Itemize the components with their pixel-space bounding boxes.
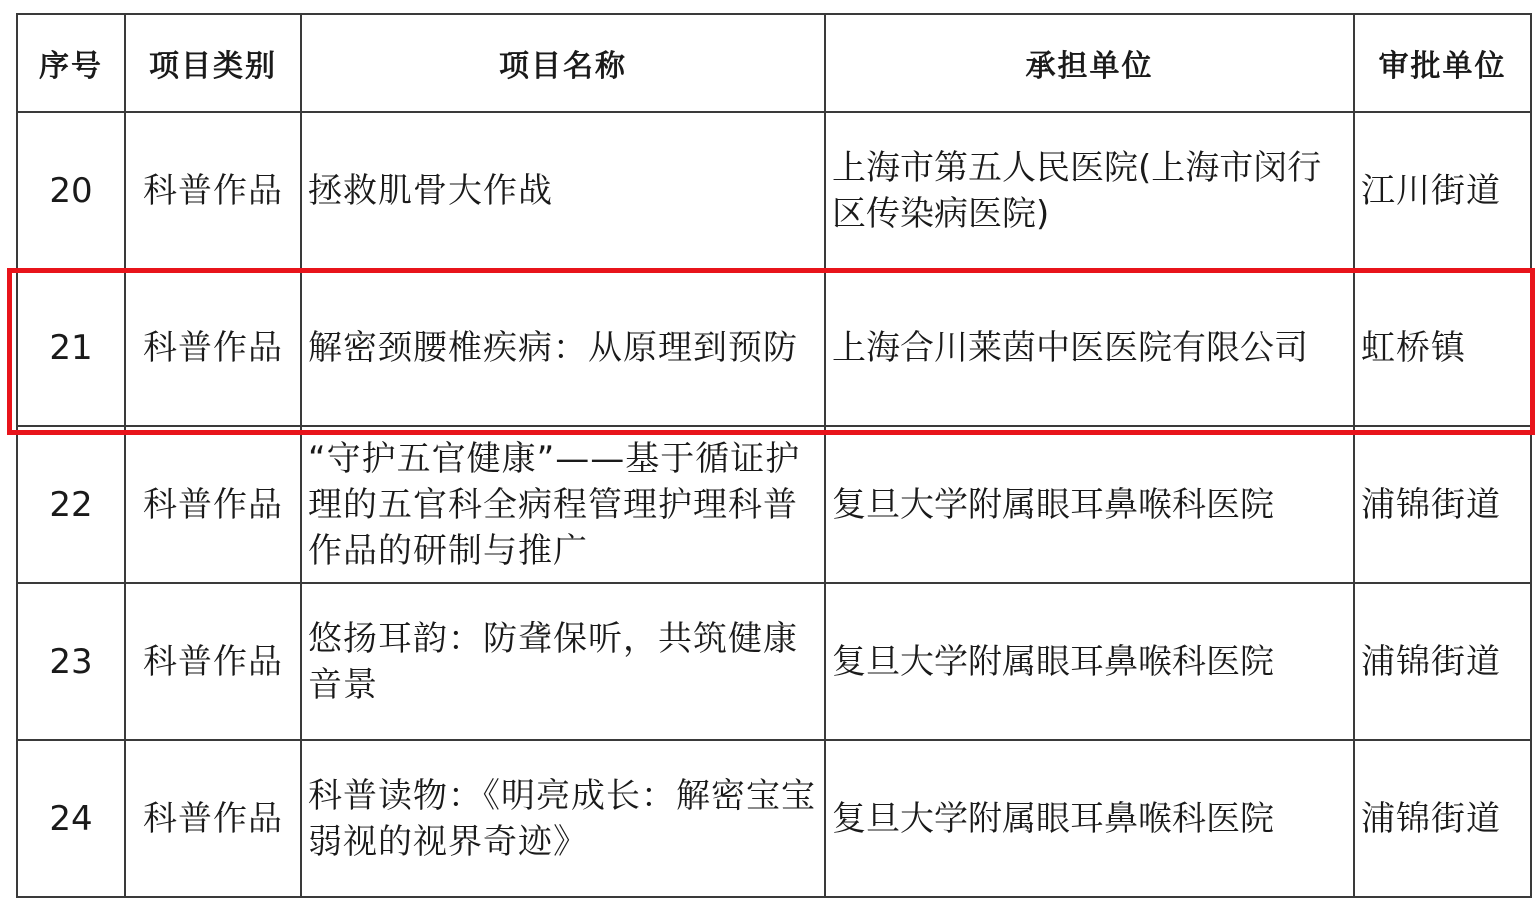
- cell-project-category: 科普作品: [125, 583, 301, 740]
- cell-project-category: 科普作品: [125, 112, 301, 269]
- header-project-name: 项目名称: [301, 14, 825, 112]
- cell-undertaking-unit: 上海合川莱茵中医医院有限公司: [825, 269, 1354, 426]
- cell-project-name: 科普读物：《明亮成长：解密宝宝弱视的视界奇迹》: [301, 740, 825, 897]
- project-table: [16, 13, 1532, 898]
- cell-approval-unit: 浦锦街道: [1354, 426, 1531, 583]
- cell-project-category: 科普作品: [125, 740, 301, 897]
- cell-undertaking-unit: 复旦大学附属眼耳鼻喉科医院: [825, 426, 1354, 583]
- cell-project-category: 科普作品: [125, 269, 301, 426]
- cell-undertaking-unit: 复旦大学附属眼耳鼻喉科医院: [825, 583, 1354, 740]
- cell-approval-unit: 江川街道: [1354, 112, 1531, 269]
- table-row: [17, 426, 1531, 583]
- cell-serial-number: 24: [17, 740, 125, 897]
- header-undertaking-unit: 承担单位: [825, 14, 1354, 112]
- cell-serial-number: 23: [17, 583, 125, 740]
- cell-undertaking-unit: 复旦大学附属眼耳鼻喉科医院: [825, 740, 1354, 897]
- cell-approval-unit: 虹桥镇: [1354, 269, 1531, 426]
- cell-project-name: 悠扬耳韵：防聋保听，共筑健康音景: [301, 583, 825, 740]
- cell-serial-number: 21: [17, 269, 125, 426]
- table-row-highlighted: [17, 269, 1531, 426]
- cell-undertaking-unit: 上海市第五人民医院(上海市闵行区传染病医院): [825, 112, 1354, 269]
- cell-serial-number: 22: [17, 426, 125, 583]
- table-row: [17, 112, 1531, 269]
- header-serial-number: 序号: [17, 14, 125, 112]
- project-table-container: [16, 13, 1532, 898]
- cell-project-name: 解密颈腰椎疾病：从原理到预防: [301, 269, 825, 426]
- header-project-category: 项目类别: [125, 14, 301, 112]
- cell-serial-number: 20: [17, 112, 125, 269]
- cell-project-name: “守护五官健康”——基于循证护理的五官科全病程管理护理科普作品的研制与推广: [301, 426, 825, 583]
- cell-approval-unit: 浦锦街道: [1354, 740, 1531, 897]
- table-row: [17, 740, 1531, 897]
- cell-approval-unit: 浦锦街道: [1354, 583, 1531, 740]
- table-row: [17, 583, 1531, 740]
- table-header-row: [17, 14, 1531, 112]
- header-approval-unit: 审批单位: [1354, 14, 1531, 112]
- cell-project-name: 拯救肌骨大作战: [301, 112, 825, 269]
- cell-project-category: 科普作品: [125, 426, 301, 583]
